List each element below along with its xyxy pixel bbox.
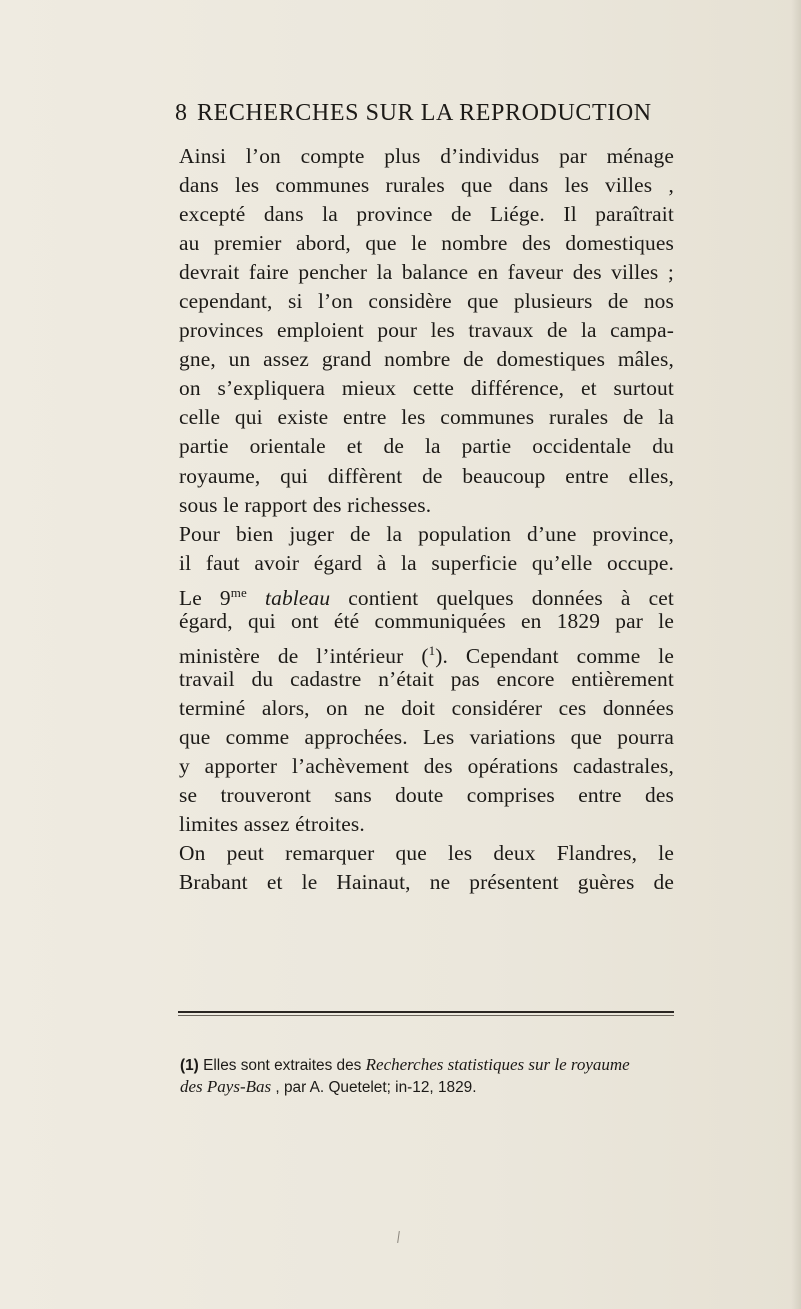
footnote-title-cont: des Pays-Bas: [180, 1077, 272, 1096]
text-line: celle qui existe entre les communes rurales de la: [179, 405, 674, 430]
text-line: On peut remarquer que les deux Flandres, le: [179, 841, 674, 866]
text-line: Ainsi l’on compte plus d’individus par ménage: [179, 144, 674, 168]
text-fragment: contient quelques données à cet: [330, 585, 675, 610]
superscript: me: [230, 584, 247, 600]
text-line: excepté dans la province de Liége. Il paraîtrait: [179, 202, 674, 227]
page-edge-shadow: [791, 0, 801, 1309]
text-line: limites assez étroites.: [179, 812, 365, 837]
text-line: provinces emploient pour les travaux de la campa-: [179, 318, 674, 343]
stray-ink-mark: [397, 1231, 400, 1243]
footnote-marker: (1): [180, 1057, 199, 1074]
text-line-tableau: [179, 578, 675, 610]
text-line: on s’expliquera mieux cette différence, et surtout: [179, 376, 674, 401]
text-line: y apporter l’achèvement des opérations cadastrales,: [179, 753, 674, 778]
footnote-text: , par A. Quetelet; in-12, 1829.: [275, 1079, 477, 1096]
text-line: gne, un assez grand nombre de domestiques mâles,: [179, 347, 674, 372]
body-text: [179, 142, 674, 897]
text-line: au premier abord, que le nombre des domestiques: [179, 231, 674, 256]
text-fragment: ministère de l’intérieur (: [179, 643, 429, 668]
running-head: [175, 100, 675, 130]
text-fragment: Le 9: [179, 585, 231, 610]
text-line: terminé alors, on ne doit considérer ces données: [179, 695, 674, 720]
page-number: 8: [175, 100, 188, 126]
text-line: travail du cadastre n’était pas encore entièrement: [179, 666, 674, 691]
text-line: que comme approchées. Les variations que pourra: [179, 724, 674, 749]
footnote: [180, 1054, 680, 1098]
text-line: cependant, si l’on considère que plusieurs de nos: [179, 289, 674, 314]
text-line: sous le rapport des richesses.: [179, 492, 432, 517]
footnote-line-2: [180, 1076, 680, 1098]
text-line: dans les communes rurales que dans les villes ,: [179, 173, 674, 198]
running-title: RECHERCHES SUR LA REPRODUCTION: [197, 100, 652, 126]
footnote-line-1: [180, 1054, 680, 1076]
footnote-ref: 1: [428, 642, 436, 658]
text-line-footnote-ref: [179, 636, 674, 668]
text-line: Brabant et le Hainaut, ne présentent guères de: [179, 870, 674, 895]
text-line: égard, qui ont été communiquées en 1829 par le: [179, 608, 674, 633]
text-fragment: ). Cependant comme le: [435, 643, 674, 668]
italic-tableau: tableau: [265, 585, 331, 610]
text-line: devrait faire pencher la balance en faveur des villes ;: [179, 260, 674, 285]
footnote-rule: [178, 1011, 674, 1013]
footnote-text: Elles sont extraites des: [203, 1057, 362, 1074]
text-line: se trouveront sans doute comprises entre des: [179, 783, 674, 808]
text-line: Pour bien juger de la population d’une province,: [179, 521, 674, 546]
footnote-rule-thin: [178, 1015, 674, 1016]
footnote-title: Recherches statistiques sur le royaume: [365, 1055, 630, 1074]
text-line: partie orientale et de la partie occidentale du: [179, 434, 674, 459]
text-line: il faut avoir égard à la superficie qu’elle occupe.: [179, 550, 674, 575]
text-line: royaume, qui diffèrent de beaucoup entre elles,: [179, 463, 674, 488]
